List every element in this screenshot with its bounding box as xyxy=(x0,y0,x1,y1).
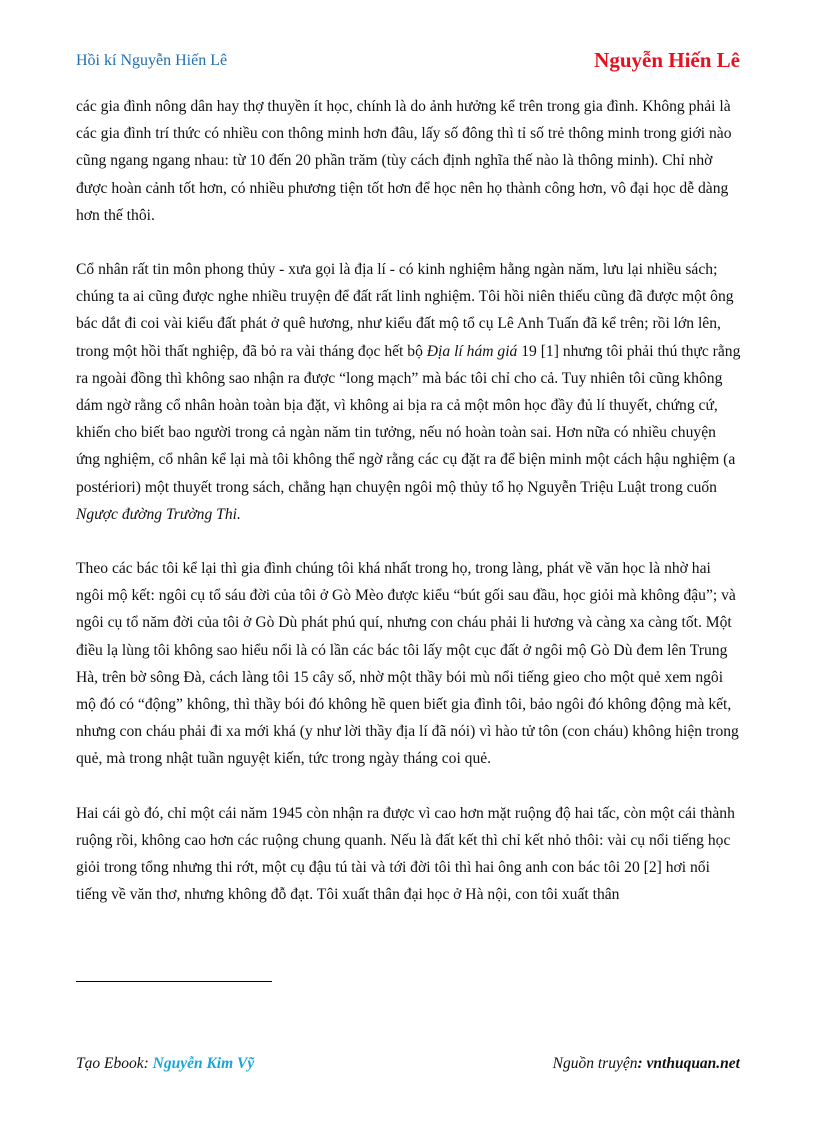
paragraph-1: các gia đình nông dân hay thợ thuyền ít học, chính là do ảnh hưởng kể trên trong gia đình. Không phải là các gia đình trí thức có nhiều con thông minh hơn đâu, lấy số đông thì tỉ số trẻ thông minh trong giới nào cũng ngang ngang nhau: từ 10 đến 20 phần trăm (tùy cách định nghĩa thế nào là thông minh). Chỉ nhờ được hoàn cảnh tốt hơn, có nhiều phương tiện tốt hơn để học nên họ thành công hơn, vô đại học dễ dàng hơn thế thôi. xyxy=(76,98,732,224)
footer-ebook-sep: : xyxy=(143,1055,153,1072)
footer-ebook-creator: Nguyễn Kim Vỹ xyxy=(152,1055,255,1072)
footnote-divider xyxy=(76,981,272,982)
book-title-nguoc-duong: Ngược đường Trường Thi. xyxy=(76,505,241,523)
paragraph-3: Theo các bác tôi kể lại thì gia đình chúng tôi khá nhất trong họ, trong làng, phát về văn học là nhờ hai ngôi mộ kết: ngôi cụ tổ sáu đời của tôi ở Gò Mèo được kiểu “bút gối sau đầu, học giỏi mà không đậu”; và ngôi cụ tổ năm đời của tôi ở Gò Dù phát phú quí, nhưng con cháu phải li hương và càng xa càng tốt. Một điều lạ lùng tôi không sao hiểu nổi là có lần các bác tôi lấy một cục đất ở ngôi mộ Gò Dù đem lên Trung Hà, trên bờ sông Đà, cách làng tôi 15 cây số, nhờ một thầy bói mù nổi tiếng gieo cho một quẻ xem ngôi mộ đó có “động” không, thì thầy bói đó không hề quen biết gia đình tôi, bảo ngôi đó không động mà kết, nhưng con cháu phải đi xa mới khá (y như lời thầy địa lí đã nói) vì hào tử tôn (con cháu) không hiện trong quẻ, mà trong nhật tuần nguyệt kiến, tức trong ngày tháng coi quẻ. xyxy=(76,560,739,768)
footer-ebook-label: Tạo Ebook xyxy=(76,1055,144,1072)
paragraph-4: Hai cái gò đó, chỉ một cái năm 1945 còn nhận ra được vì cao hơn mặt ruộng độ hai tấc, còn một cái thành ruộng rồi, không cao hơn các ruộng chung quanh. Nếu là đất kết thì chỉ kết nhỏ thôi: vài cụ nổi tiếng học giỏi trong tổng nhưng thi rớt, một cụ đậu tú tài và tới đời tôi thì hai ông anh con bác tôi 20 [2] hơi nổi tiếng về văn thơ, nhưng không đỗ đạt. Tôi xuất thân đại học ở Hà nội, con tôi xuất thân xyxy=(76,804,735,904)
header-author: Nguyễn Hiến Lê xyxy=(594,48,740,72)
footer-ebook-credit xyxy=(76,1055,254,1073)
footer-source-credit xyxy=(553,1055,740,1073)
book-title-dia-li: Địa lí hám giá xyxy=(426,342,518,360)
paragraph-2 xyxy=(76,256,742,528)
paragraph-2-text-a: Cổ nhân rất tin môn phong thủy - xưa gọi là địa lí - có kinh nghiệm hằng ngàn năm, lưu lại nhiều sách; chúng ta ai cũng được nghe nhiều truyện để đất rất linh nghiệm. Tôi hồi niên thiếu cũng đã được một ông bác dắt đi coi vài kiểu đất phát ở quê hương, như kiểu đất mộ tổ cụ Lê Anh Tuấn đã kể trên; rồi lớn lên, trong một hồi thất nghiệp, đã bỏ ra vài tháng đọc hết bộ xyxy=(76,261,734,360)
header-book-title: Hồi kí Nguyễn Hiến Lê xyxy=(76,52,228,69)
footer-source-label: Nguồn truyện xyxy=(552,1055,638,1072)
footer-source-sep: : xyxy=(637,1055,647,1072)
paragraph-2-text-b: 19 [1] nhưng tôi phải thú thực rằng ra ngoài đồng thì không sao nhận ra được “long mạch” mà bác tôi chỉ cho cả. Tuy nhiên tôi cũng không dám ngờ rằng cổ nhân hoàn toàn bịa đặt, vì không ai bịa ra cả một môn học đầy đủ lí thuyết, chứng cứ, khiến cho biết bao người trong cả ngàn năm tin tưởng, nếu nó hoàn toàn sai. Hơn nữa có nhiều chuyện ứng nghiệm, cổ nhân kể lại mà tôi không thể ngờ rằng các cụ đặt ra để biện minh một cách hậu nghiệm (a postériori) một thuyết trong sách, chẳng hạn chuyện ngôi mộ thủy tổ họ Nguyễn Triệu Luật trong cuốn xyxy=(76,342,741,496)
page-body xyxy=(76,93,742,935)
footer-source-site: vnthuquan.net xyxy=(646,1055,740,1072)
